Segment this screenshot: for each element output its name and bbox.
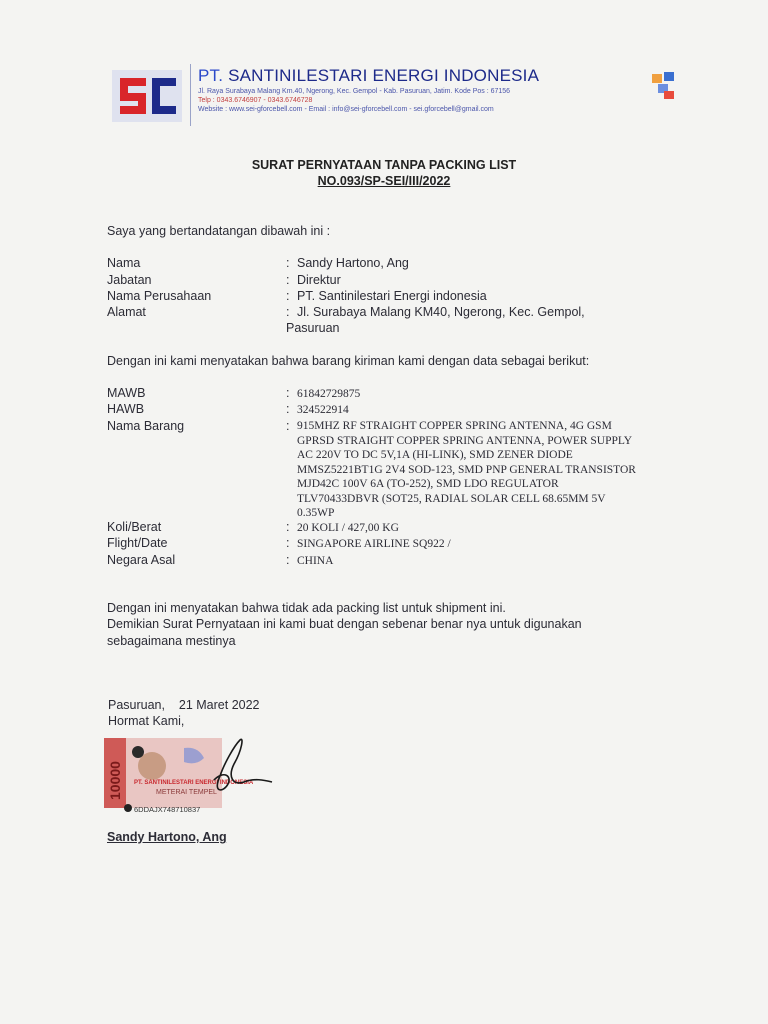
field-value-nama: Sandy Hartono, Ang <box>297 256 409 270</box>
closing-line-3: sebagaimana mestinya <box>107 634 236 648</box>
statement-text: Dengan ini kami menyatakan bahwa barang kiriman kami dengan data sebagai berikut: <box>107 354 590 368</box>
field-value-koli: 20 KOLI / 427,00 KG <box>297 522 399 534</box>
company-name: PT. SANTINILESTARI ENERGI INDONESIA <box>198 66 540 85</box>
field-value-alamat: Jl. Surabaya Malang KM40, Ngerong, Kec. Gempol, <box>297 305 585 319</box>
field-value-origin: CHINA <box>297 555 334 567</box>
letterhead-divider <box>190 64 191 126</box>
field-value-hawb: 324522914 <box>297 404 349 416</box>
field-label-nama: Nama <box>107 256 141 270</box>
date: 21 Maret 2022 <box>178 698 260 712</box>
place-date <box>108 698 260 712</box>
field-value-perusahaan: PT. Santinilestari Energi indonesia <box>297 289 487 303</box>
field-value-alamat-line2: Pasuruan <box>286 321 340 335</box>
stamp-serial: 6DDAJX748710837 <box>134 805 201 814</box>
field-label-goods: Nama Barang <box>107 419 185 433</box>
revenue-stamp-signature <box>104 738 274 820</box>
document-number: NO.093/SP-SEI/III/2022 <box>317 174 451 188</box>
company-phone: Telp : 0343.6746907 - 0343.6746728 <box>198 97 313 104</box>
company-website: Website : www.sei-gforcebell.com - Email : info@sei-gforcebell.com - sei.gforcebell@gmail.com <box>198 106 494 113</box>
closing-line-1: Dengan ini menyatakan bahwa tidak ada packing list untuk shipment ini. <box>107 601 506 615</box>
field-value-goods: 915MHZ RF STRAIGHT COPPER SPRING ANTENNA, 4G GSM GPRSD STRAIGHT COPPER SPRING ANTENNA, POWER SUPPLY AC 220V TO DC 5V,1A (HI-LINK), SMD ZENER DIODE MMSZ5221BT1G 2V4 SOD-123, SMD PNP GENERAL TRANSISTOR MJD42C 100V 6A (TO-252), SMD LDO REGULATOR TLV70433DBVR (SOT25, RADIAL SOLAR CELL 68.65MM 5V 0.35WP <box>297 420 636 519</box>
company-address: Jl. Raya Surabaya Malang Km.40, Ngerong, Kec. Gempol - Kab. Pasuruan, Jatim. Kode Pos : 67156 <box>198 88 511 95</box>
regards-text: Hormat Kami, <box>108 714 185 728</box>
field-label-alamat: Alamat <box>107 305 146 319</box>
signer-name: Sandy Hartono, Ang <box>107 830 227 844</box>
place: Pasuruan, <box>108 698 165 712</box>
field-label-jabatan: Jabatan <box>107 273 152 287</box>
field-label-koli: Koli/Berat <box>107 520 162 534</box>
corner-mark-icon <box>652 72 676 100</box>
document-title: SURAT PERNYATAAN TANPA PACKING LIST <box>251 158 517 172</box>
field-value-mawb: 61842729875 <box>297 388 361 400</box>
company-logo <box>112 70 182 122</box>
stamp-value: 10000 <box>107 761 123 800</box>
field-value-jabatan: Direktur <box>297 273 341 287</box>
field-label-mawb: MAWB <box>107 386 146 400</box>
stamp-material-label: METERAI TEMPEL <box>156 789 217 796</box>
field-label-perusahaan: Nama Perusahaan <box>107 289 212 303</box>
letter-page: PT. SANTINILESTARI ENERGI INDONESIA Jl. Raya Surabaya Malang Km.40, Ngerong, Kec. Gempol - Kab. Pasuruan, Jatim. Kode Pos : 67156 Telp : 0343.6746907 - 0343.6746728 Website : www.sei-gforcebell.com - Email : info@sei-gforcebell.com - sei.gforcebell@gmail.com SURAT PERNYATAAN TANPA PACKING LIST NO.093/SP-SEI/III/2022 Saya yang bertandatangan dibawah ini : Nama : Sandy Hartono, Ang Jabatan : Direktur Nama Perusahaan : PT. Santinilestari Energi indonesia Alamat : Jl. Surabaya Malang KM40, Ngerong, Kec. Gempol, Pasuruan Dengan ini kami menyatakan bahwa barang kiriman kami dengan data sebagai berikut: MAWB : 61842729875 HAWB : 324522914 Nama Barang : 915MHZ RF STRAIGHT COPPER SPRING ANTENNA, 4G GSM GPRSD STRAIGHT COPPER SPRING ANTENNA, POWER SUPPLY AC 220V TO DC 5V,1A (HI-LINK), SMD ZENER DIODE MMSZ5221BT1G 2V4 SOD-123, SMD PNP GENERAL TRANSISTOR MJD42C 100V 6A (TO-252), SMD LDO REGULATOR TLV70433DBVR (SOT25, RADIAL SOLAR CELL 68.65MM 5V 0.35WP Koli/Berat : 20 KOLI / 427,00 KG Flight/Date : SINGAPORE AIRLINE SQ922 / Negara Asal : CHINA Dengan ini menyatakan bahwa tidak ada packing list untuk shipment ini. Demikian Surat Pernyataan ini kami buat dengan sebenar benar nya untuk digunakan sebagaimana mestinya Pasuruan, 21 Maret 2022 Hormat Kami, 10000 PT. SANTINILESTARI ENERGI INDONESIA METERAI TEMPEL 6DDAJX748710837 Sandy Hartono, Ang <box>0 0 768 1024</box>
closing-line-2: Demikian Surat Pernyataan ini kami buat dengan sebenar benar nya untuk digunakan <box>107 617 582 631</box>
intro-text: Saya yang bertandatangan dibawah ini : <box>107 224 331 238</box>
field-label-hawb: HAWB <box>107 402 145 416</box>
field-label-flight: Flight/Date <box>107 536 168 550</box>
field-label-origin: Negara Asal <box>107 553 176 567</box>
stamp-company-text: PT. SANTINILESTARI ENERGI INDONESIA <box>134 780 254 786</box>
field-value-flight: SINGAPORE AIRLINE SQ922 / <box>297 538 451 550</box>
